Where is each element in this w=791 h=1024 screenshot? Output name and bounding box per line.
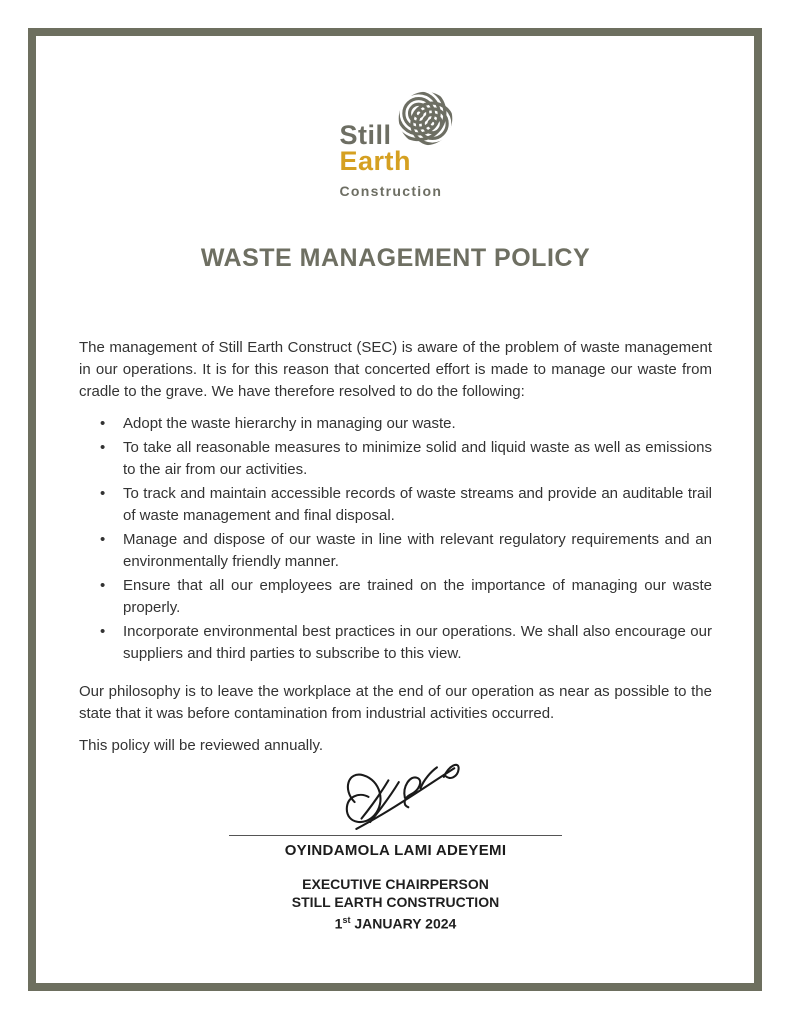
- policy-bullet-item: [79, 621, 712, 665]
- spiral-earth-logo-icon: [397, 90, 454, 147]
- document-title: WASTE MANAGEMENT POLICY: [200, 244, 591, 272]
- logo-word-construction: Construction: [339, 183, 443, 199]
- policy-bullet-item: [79, 529, 712, 573]
- signatory-details: [79, 875, 712, 933]
- intro-paragraph: The management of Still Earth Construct (SEC) is aware of the problem of waste management in our operations. It is for this reason that concerted effort is made to manage our waste from cradle to the grave. We have therefore resolved to do the following:: [79, 339, 712, 400]
- signature-line: [229, 835, 562, 836]
- date-ordinal: st: [342, 915, 351, 925]
- signature-scribble: [329, 757, 479, 835]
- policy-bullet-text: Ensure that all our employees are trained on the importance of managing our waste properly.: [123, 577, 712, 616]
- signatory-role: EXECUTIVE CHAIRPERSON: [302, 876, 489, 892]
- company-logo: [339, 90, 452, 199]
- philosophy-paragraph: Our philosophy is to leave the workplace at the end of our operation as near as possible to the state that it was before contamination from industrial activities occurred.: [79, 683, 712, 722]
- logo-word-earth: Earth: [339, 146, 412, 176]
- policy-bullet-item: [79, 437, 712, 481]
- date-month-year: JANUARY 2024: [350, 915, 457, 932]
- signature-block: [229, 757, 562, 859]
- policy-bullet-text: To track and maintain accessible records of waste streams and provide an auditable trail of waste management and final disposal.: [123, 485, 712, 524]
- policy-bullet-item: [79, 413, 712, 435]
- policy-bullet-text: Incorporate environmental best practices in our operations. We shall also encourage our suppliers and third parties to subscribe to this view.: [123, 623, 712, 662]
- date-day: 1: [334, 915, 343, 932]
- policy-bullet-item: [79, 575, 712, 619]
- logo-word-still: Still: [339, 120, 392, 150]
- policy-bullet-item: [79, 483, 712, 527]
- policy-bullet-text: Manage and dispose of our waste in line with relevant regulatory requirements and an environmentally friendly manner.: [123, 531, 712, 570]
- policy-bullet-text: Adopt the waste hierarchy in managing our waste.: [123, 415, 456, 432]
- review-paragraph: This policy will be reviewed annually.: [79, 737, 323, 754]
- signature-date: [79, 911, 712, 933]
- policy-bullet-text: To take all reasonable measures to minimize solid and liquid waste as well as emissions to the air from our activities.: [123, 439, 712, 478]
- policy-bullet-list: [79, 413, 712, 665]
- signatory-name: OYINDAMOLA LAMI ADEYEMI: [284, 842, 507, 859]
- signatory-company: STILL EARTH CONSTRUCTION: [291, 894, 500, 910]
